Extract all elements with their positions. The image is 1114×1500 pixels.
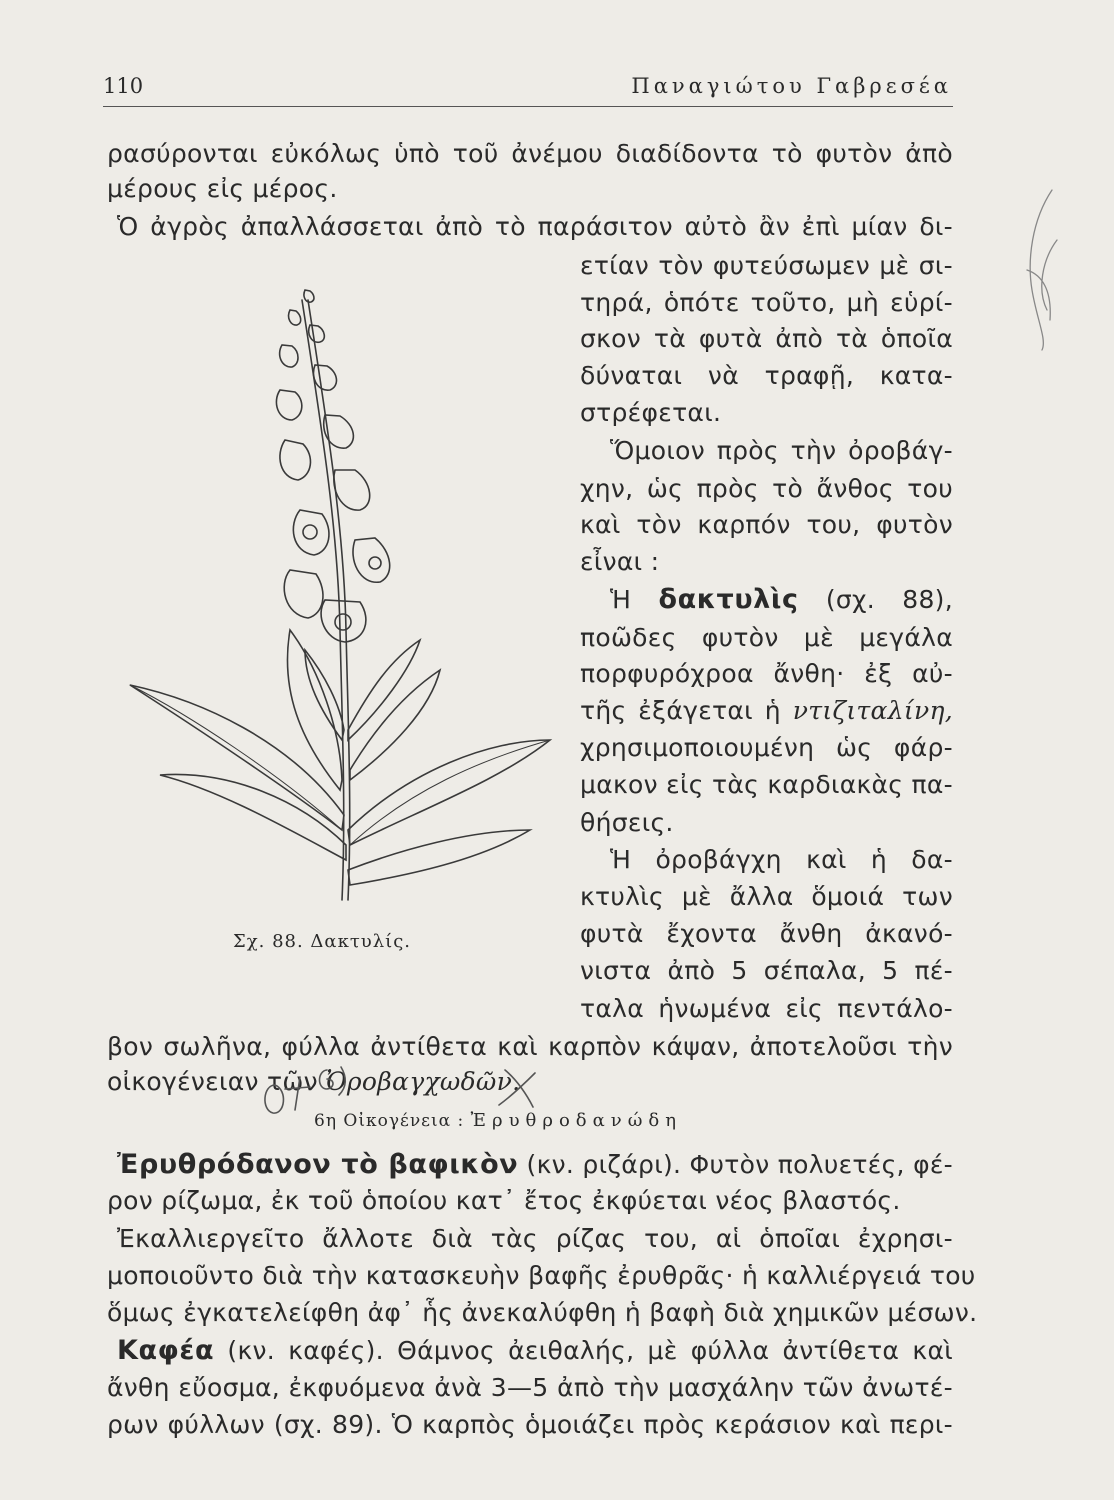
flower	[353, 538, 390, 582]
text-line: ταλα ἡνωμένα εἰς πεντάλο-	[580, 994, 953, 1023]
leaf	[130, 685, 344, 830]
text-line: Ὅμοιον πρὸς τὴν ὀροβάγ-	[610, 436, 953, 465]
leaf-vein	[130, 685, 342, 830]
text-run: (σχ. 88),	[798, 585, 953, 614]
text-line: θήσεις.	[580, 808, 674, 837]
handwriting-cross	[499, 1070, 535, 1107]
text-line	[610, 585, 953, 615]
flower-bud	[289, 310, 301, 325]
term-kafea: Καφέα	[117, 1335, 215, 1366]
text-line: ἄνθη εὔοσμα, ἐκφυόμενα ἀνὰ 3—5 ἀπὸ τὴν μασχάλην τῶν ἀνωτέ-	[107, 1373, 953, 1402]
pencil-annotation	[255, 1055, 555, 1125]
section-prefix: 6η Οἰκογένεια :	[314, 1111, 471, 1131]
text-line: καὶ τὸν καρπόν του, φυτὸν	[580, 510, 953, 539]
text-line: στρέφεται.	[580, 398, 722, 427]
flower-mouth	[303, 525, 317, 539]
text-line: μακον εἰς τὰς καρδιακὰς πα-	[580, 770, 953, 799]
running-title: Παναγιώτου Γαβρεσέα	[631, 74, 952, 98]
term-daktylis: δακτυλὶς	[658, 584, 799, 615]
text-line: ρασύρονται εὐκόλως ὑπὸ τοῦ ἀνέμου διαδίδοντα τὸ φυτὸν ἀπὸ	[107, 139, 953, 168]
text-line: ρων φύλλων (σχ. 89). Ὁ καρπὸς ὁμοιάζει πρὸς κεράσιον καὶ περι-	[107, 1410, 953, 1439]
text-line: Ἡ ὀροβάγχη καὶ ἡ δα-	[610, 845, 953, 874]
text-line: ετίαν τὸν φυτεύσωμεν μὲ σι-	[580, 251, 953, 280]
flower	[334, 470, 370, 510]
text-line: μοποιοῦντο διὰ τὴν κατασκευὴν βαφῆς ἐρυθρᾶς· ἡ καλλιέργειά του	[107, 1261, 976, 1290]
text-line: πορφυρόχροα ἄνθη· ἐξ αὐ-	[580, 659, 953, 688]
leaf	[160, 774, 346, 860]
figure-caption: Σχ. 88. Δακτυλίς.	[233, 931, 411, 952]
flower-mouth	[335, 614, 351, 630]
flower	[276, 390, 301, 420]
text-run: (κν. καφές). Θάμνος ἀειθαλής, μὲ φύλλα ἀντίθετα καὶ	[214, 1336, 953, 1365]
handwriting-t	[285, 1077, 310, 1110]
foxglove-illustration	[110, 270, 560, 910]
leaf	[287, 630, 342, 790]
text-line: εἶναι :	[580, 547, 660, 576]
flower	[280, 440, 311, 480]
section-name: Ἐρυθροδανώδη	[470, 1110, 683, 1131]
leaf	[348, 740, 550, 845]
text-line: τηρά, ὁπότε τοῦτο, μὴ εὑρί-	[580, 288, 953, 317]
text-line: σκον τὰ φυτὰ ἀπὸ τὰ ὁποῖα	[580, 324, 953, 353]
handwriting-paren	[339, 1067, 345, 1095]
flower	[293, 510, 329, 555]
header-rule	[103, 106, 953, 107]
text-line: χρησιμοποιουμένη ὡς φάρ-	[580, 733, 953, 762]
text-run: τῆς ἐξάγεται ἡ	[580, 696, 793, 725]
handwriting-o	[265, 1085, 284, 1113]
leaf	[348, 830, 530, 885]
text-line: νιστα ἀπὸ 5 σέπαλα, 5 πέ-	[580, 956, 953, 985]
text-line: φυτὰ ἔχοντα ἄνθη ἀκανό-	[580, 919, 953, 948]
flower-bud	[304, 290, 314, 302]
text-run: (κν. ριζάρι). Φυτὸν πολυετές, φέ-	[518, 1150, 953, 1179]
text-line: χην, ὡς πρὸς τὸ ἄνθος του	[580, 474, 953, 503]
flower-bud	[280, 345, 298, 367]
text-line: ὅμως ἐγκατελείφθη ἀφ᾿ ἧς ἀνεκαλύφθη ἡ βαφὴ διὰ χημικῶν μέσων.	[107, 1298, 978, 1327]
text-run: οἰκογένειαν τῶν	[107, 1067, 327, 1096]
flower-bud	[309, 325, 325, 342]
text-line: δύναται νὰ τραφῇ, κατα-	[580, 361, 953, 390]
text-line	[117, 1150, 953, 1180]
text-line: Ἐκαλλιεργεῖτο ἄλλοτε διὰ τὰς ρίζας του, αἱ ὁποῖαι ἐχρησι-	[117, 1224, 953, 1253]
text-run: Ἡ	[610, 585, 659, 614]
scribble-stroke	[1030, 190, 1052, 350]
margin-scribble	[1012, 180, 1072, 360]
flower	[284, 570, 323, 618]
term-digitaline: ντιζιταλίνη,	[792, 696, 953, 725]
flower	[313, 365, 336, 390]
text-line: κτυλὶς μὲ ἄλλα ὅμοιά των	[580, 882, 953, 911]
handwriting-6	[320, 1070, 334, 1089]
text-line	[117, 1336, 953, 1366]
text-line	[580, 696, 953, 726]
text-line: ποῶδες φυτὸν μὲ μεγάλα	[580, 623, 953, 652]
flower-mouth	[369, 557, 381, 569]
text-line: μέρους εἰς μέρος.	[107, 174, 338, 203]
term-erythrodanon: Ἐρυθρόδανον τὸ βαφικὸν	[117, 1149, 519, 1180]
page-number: 110	[103, 74, 144, 98]
text-line: Ὁ ἀγρὸς ἀπαλλάσσεται ἀπὸ τὸ παράσιτον αὐτὸ ἂν ἐπὶ μίαν δι-	[117, 212, 953, 241]
text-line: βον σωλῆνα, φύλλα ἀντίθετα καὶ καρπὸν κάψαν, ἀποτελοῦσι τὴν	[107, 1032, 953, 1061]
text-line: ρον ρίζωμα, ἐκ τοῦ ὁποίου κατ᾿ ἔτος ἐκφύεται νέος βλαστός.	[107, 1186, 901, 1215]
flower	[321, 600, 366, 642]
term-orobanchaceae: Ὀροβαγχωδῶν.	[326, 1067, 521, 1096]
